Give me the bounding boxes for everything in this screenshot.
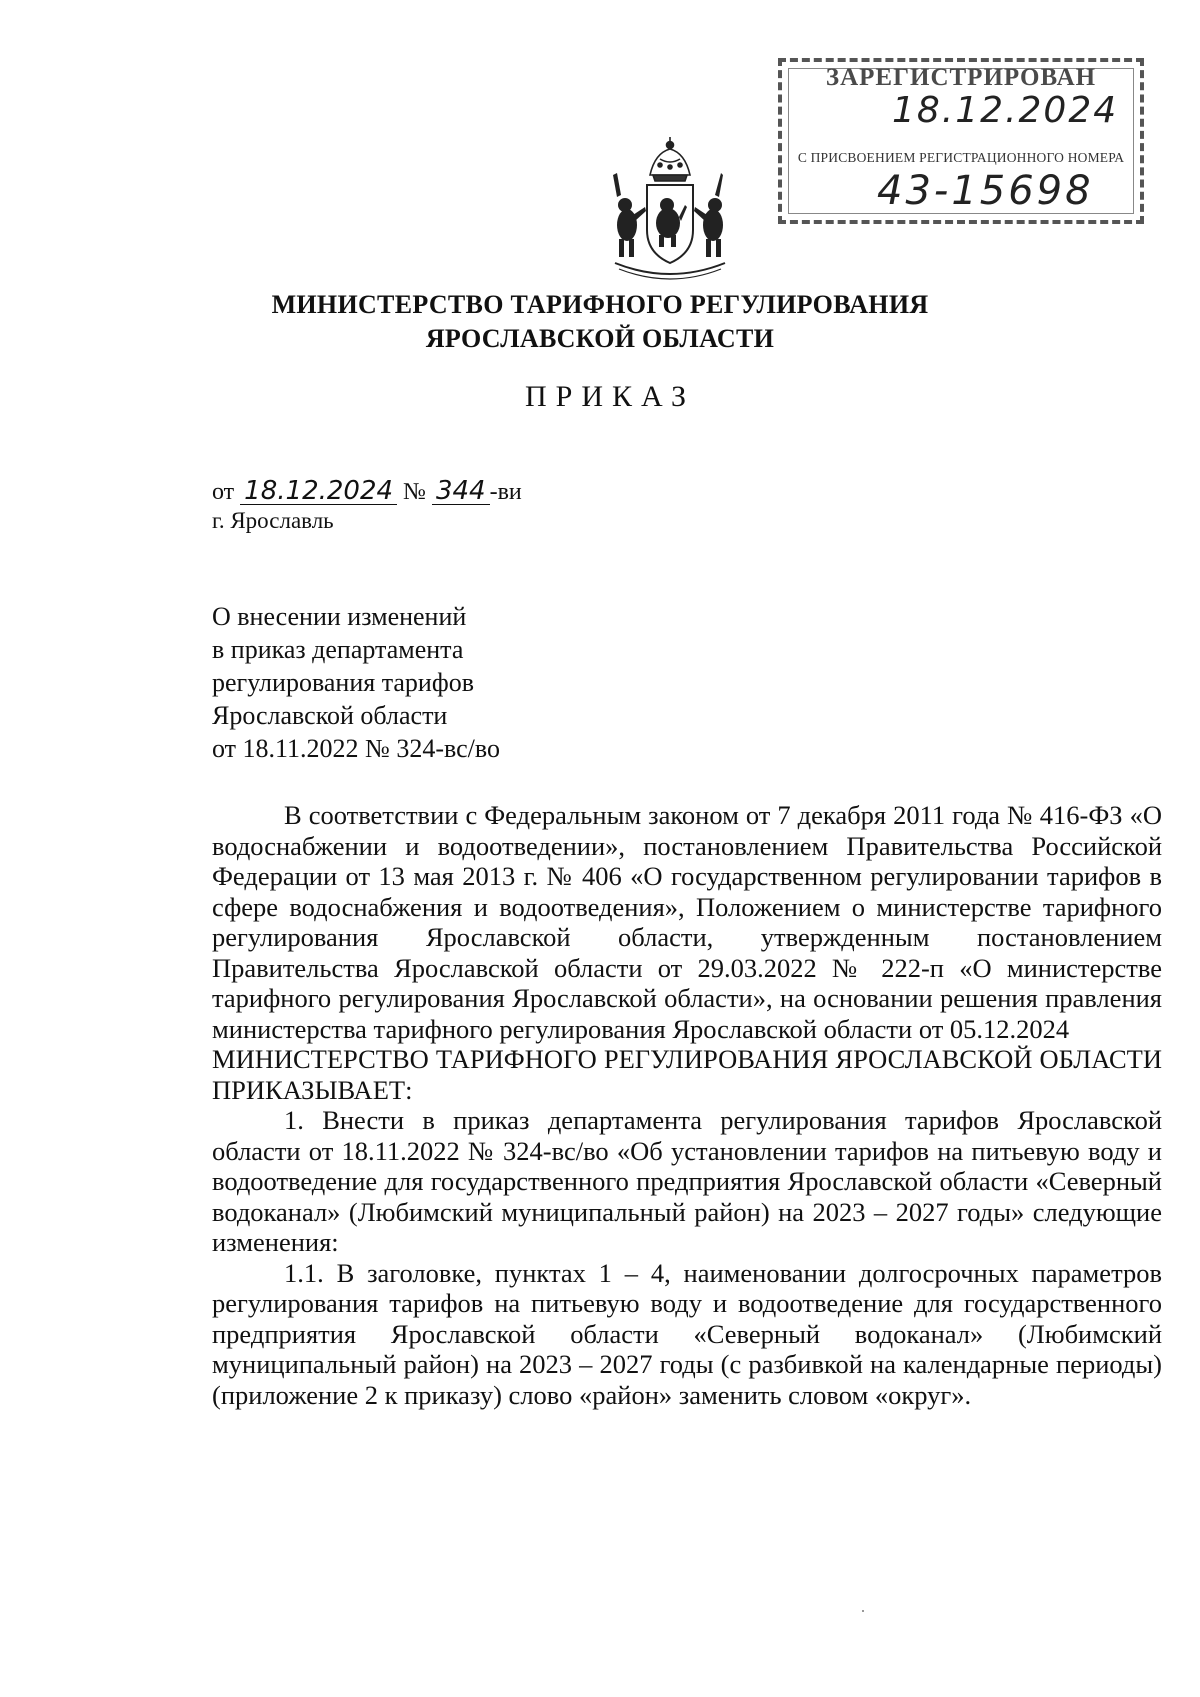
stamp-subtitle: С ПРИСВОЕНИЕМ РЕГИСТРАЦИОННОГО НОМЕРА — [797, 150, 1125, 165]
subject-line: О внесении изменений — [212, 602, 467, 631]
stamp-date: 18.12.2024 — [892, 90, 1119, 131]
order-body — [212, 800, 1162, 1410]
subject-line: регулирования тарифов — [212, 668, 474, 697]
subject-line: от 18.11.2022 № 324-вс/во — [212, 734, 501, 763]
order-city: г. Ярославль — [212, 508, 334, 533]
stamp-registration-number: 43-15698 — [877, 168, 1094, 214]
preamble-paragraph: В соответствии с Федеральным законом от 7 декабря 2011 года № 416-ФЗ «О водоснабжении и водоотведении», постановлением Правительства Российской Федерации от 13 мая 2013 г. № 406 «О государственном регулировании тарифов в сфере водоснабжения и водоотведения», Положением о министерстве тарифного регулирования Ярославской области, утвержденным постановлением Правительства Ярославской области от 29.03.2022 № 222-п «О министерстве тарифного регулирования Ярославской области», на основании решения правления министерства тарифного регулирования Ярославской области от 05.12.2024 — [212, 800, 1162, 1044]
order-subject — [212, 600, 632, 765]
document-type: ПРИКАЗ — [525, 380, 695, 413]
ministry-heading-line2: ЯРОСЛАВСКОЙ ОБЛАСТИ — [425, 324, 775, 353]
subject-line: в приказ департамента — [212, 635, 464, 664]
registration-stamp — [778, 58, 1144, 224]
order-number: 344 — [432, 478, 490, 505]
coat-of-arms-icon — [605, 135, 735, 285]
number-label: № — [403, 479, 426, 505]
item-1-paragraph: 1. Внести в приказ департамента регулирования тарифов Ярославской области от 18.11.2022 № 324-вс/во «Об установлении тарифов на питьевую воду и водоотведение для государственного предприятия Ярославской области «Северный водоканал» (Любимский муниципальный район) на 2023 – 2027 годы» следующие изменения: — [212, 1105, 1162, 1257]
ministry-heading-line1: МИНИСТЕРСТВО ТАРИФНОГО РЕГУЛИРОВАНИЯ — [271, 290, 929, 319]
from-label: от — [212, 479, 235, 505]
ministry-heading — [0, 288, 1200, 356]
order-date: 18.12.2024 — [240, 478, 397, 505]
item-1-1-paragraph: 1.1. В заголовке, пунктах 1 – 4, наименовании долгосрочных параметров регулирования тарифов на питьевую воду и водоотведение для государственного предприятия Ярославской области «Северный водоканал» (Любимский муниципальный район) на 2023 – 2027 годы (с разбивкой на календарные периоды) (приложение 2 к приказу) слово «район» заменить словом «округ». — [212, 1257, 1162, 1410]
scan-speck — [862, 1610, 864, 1612]
order-date-line — [212, 478, 522, 506]
decree-paragraph: МИНИСТЕРСТВО ТАРИФНОГО РЕГУЛИРОВАНИЯ ЯРОСЛАВСКОЙ ОБЛАСТИ ПРИКАЗЫВАЕТ: — [212, 1044, 1162, 1105]
stamp-title: ЗАРЕГИСТРИРОВАН — [825, 64, 1097, 91]
subject-line: Ярославской области — [212, 701, 448, 730]
order-suffix: -ви — [489, 479, 522, 505]
